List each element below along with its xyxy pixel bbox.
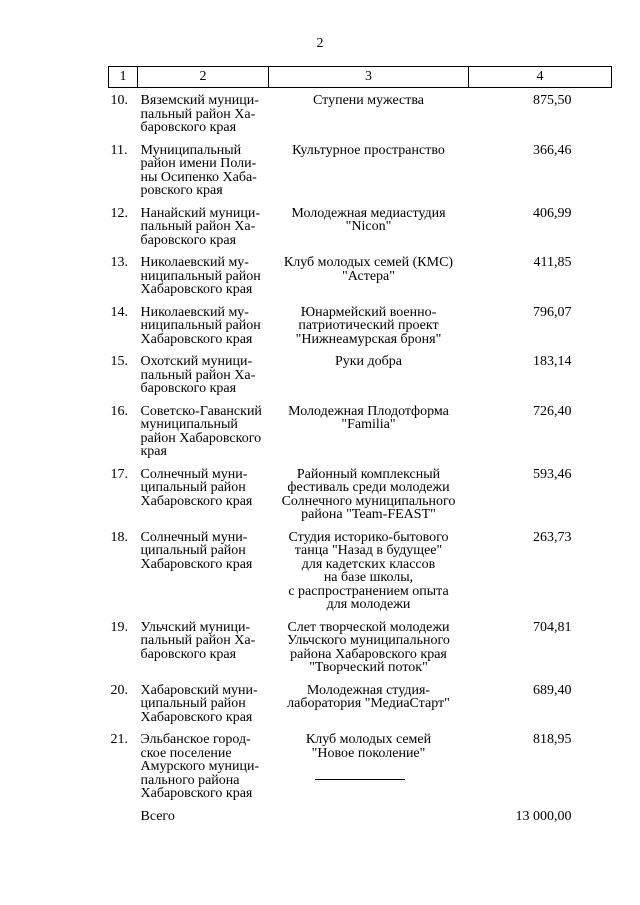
row-number: 17. — [110, 466, 128, 482]
district-cell — [138, 207, 269, 257]
project-name: Юнармейский военно- патриотический проект "Нижнеамурская броня" — [295, 304, 442, 347]
table-row — [109, 531, 612, 621]
district-cell — [138, 621, 269, 684]
district-cell — [138, 468, 269, 531]
project-name: Клуб молодых семей (КМС) "Астера" — [283, 255, 454, 284]
header-col-3: 3 — [269, 67, 469, 88]
row-number: 11. — [110, 142, 128, 158]
total-spacer — [269, 810, 469, 824]
project-name: Молодежная медиастудия "Nicon" — [291, 205, 446, 234]
district-cell — [138, 306, 269, 356]
row-number: 20. — [110, 682, 128, 698]
header-col-1: 1 — [109, 67, 138, 88]
table-row — [109, 144, 612, 207]
row-number: 15. — [110, 354, 128, 369]
district-name: Советско-Гаванский муниципальный район Хабаровского края — [140, 403, 262, 459]
project-cell — [269, 621, 469, 684]
amount-cell: 875,50 — [533, 93, 572, 108]
district-name: Нанайский муници- пальный район Ха- баровского края — [140, 205, 261, 248]
district-name: Вяземский муници- пальный район Ха- баровского края — [140, 93, 259, 135]
district-name: Хабаровский муни- ципальный район Хабаровского края — [140, 682, 258, 725]
table-header-row — [109, 67, 612, 88]
amount-cell: 704,81 — [533, 619, 572, 635]
district-cell — [138, 256, 269, 306]
project-cell — [269, 207, 469, 257]
district-cell — [138, 355, 269, 405]
table-row — [109, 405, 612, 468]
district-cell — [138, 684, 269, 734]
project-cell — [269, 531, 469, 621]
total-spacer — [109, 810, 138, 824]
header-col-2: 2 — [138, 67, 269, 88]
amount-cell: 593,46 — [533, 466, 572, 482]
table-row — [109, 684, 612, 734]
district-name: Ульчский муници- пальный район Ха- баровского края — [140, 619, 256, 662]
project-name: Молодежная Плодотформа "Familia" — [288, 403, 449, 432]
row-number: 12. — [110, 205, 128, 221]
district-name: Охотский муници- пальный район Ха- баровского края — [140, 354, 256, 396]
row-number: 18. — [110, 529, 128, 545]
amount-cell: 406,99 — [533, 205, 572, 221]
grants-table — [108, 66, 612, 823]
district-name: Солнечный муни- ципальный район Хабаровского края — [140, 466, 253, 509]
project-name: Клуб молодых семей "Новое поколение" — [305, 732, 432, 761]
project-cell — [269, 405, 469, 468]
project-cell — [269, 733, 469, 810]
table-row — [109, 88, 612, 144]
project-name: Студия историко-бытового танца "Назад в будущее" для кадетских классов на базе школы, с распространением опыта для молодежи — [288, 529, 449, 612]
project-name: Руки добра — [334, 354, 403, 369]
district-cell — [138, 405, 269, 468]
district-cell — [138, 88, 269, 144]
row-number: 10. — [110, 93, 128, 108]
project-name: Молодежная студия- лаборатория "МедиаСтарт" — [287, 682, 450, 711]
project-cell — [269, 355, 469, 405]
table-row — [109, 733, 612, 810]
project-cell — [269, 306, 469, 356]
amount-cell: 726,40 — [533, 403, 572, 419]
project-name: Слет творческой молодежи Ульчского муниципального района Хабаровского края "Творческий поток" — [287, 619, 450, 675]
closing-rule — [315, 779, 405, 780]
page-number: 2 — [316, 36, 324, 51]
district-name: Николаевский му- ниципальный район Хабаровского края — [140, 255, 261, 297]
project-cell — [269, 144, 469, 207]
total-label: Всего — [140, 808, 175, 824]
row-number: 14. — [110, 304, 128, 320]
project-cell — [269, 256, 469, 306]
table-row — [109, 256, 612, 306]
row-number: 16. — [110, 403, 128, 419]
project-cell — [269, 468, 469, 531]
amount-cell: 689,40 — [533, 682, 572, 698]
table-row — [109, 468, 612, 531]
amount-cell: 411,85 — [533, 255, 572, 270]
project-name: Культурное пространство — [292, 142, 445, 158]
project-cell — [269, 88, 469, 144]
district-name: Муниципальный район имени Поли- ны Осипенко Хаба- ровского края — [140, 142, 257, 198]
total-row — [109, 810, 612, 824]
amount-cell: 366,46 — [533, 142, 572, 158]
district-cell — [138, 144, 269, 207]
amount-cell: 263,73 — [533, 529, 572, 545]
row-number: 19. — [110, 619, 128, 635]
table-row — [109, 207, 612, 257]
total-amount: 13 000,00 — [515, 808, 572, 824]
district-cell — [138, 531, 269, 621]
district-name: Николаевский му- ниципальный район Хабаровского края — [140, 304, 261, 347]
project-name: Ступени мужества — [313, 93, 424, 108]
row-number: 21. — [110, 732, 128, 747]
amount-cell: 796,07 — [533, 304, 572, 320]
row-number: 13. — [110, 255, 128, 270]
amount-cell: 183,14 — [533, 354, 572, 369]
district-name: Эльбанское город- ское поселение Амурского муници- пального района Хабаровского края — [140, 732, 260, 801]
table-row — [109, 355, 612, 405]
project-name: Районный комплексный фестиваль среди молодежи Солнечного муниципального района "Team-FEAST" — [281, 466, 456, 522]
table-row — [109, 306, 612, 356]
district-cell — [138, 733, 269, 810]
amount-cell: 818,95 — [533, 732, 572, 747]
district-name: Солнечный муни- ципальный район Хабаровского края — [140, 529, 253, 572]
table-row — [109, 621, 612, 684]
header-col-4: 4 — [469, 67, 612, 88]
project-cell — [269, 684, 469, 734]
